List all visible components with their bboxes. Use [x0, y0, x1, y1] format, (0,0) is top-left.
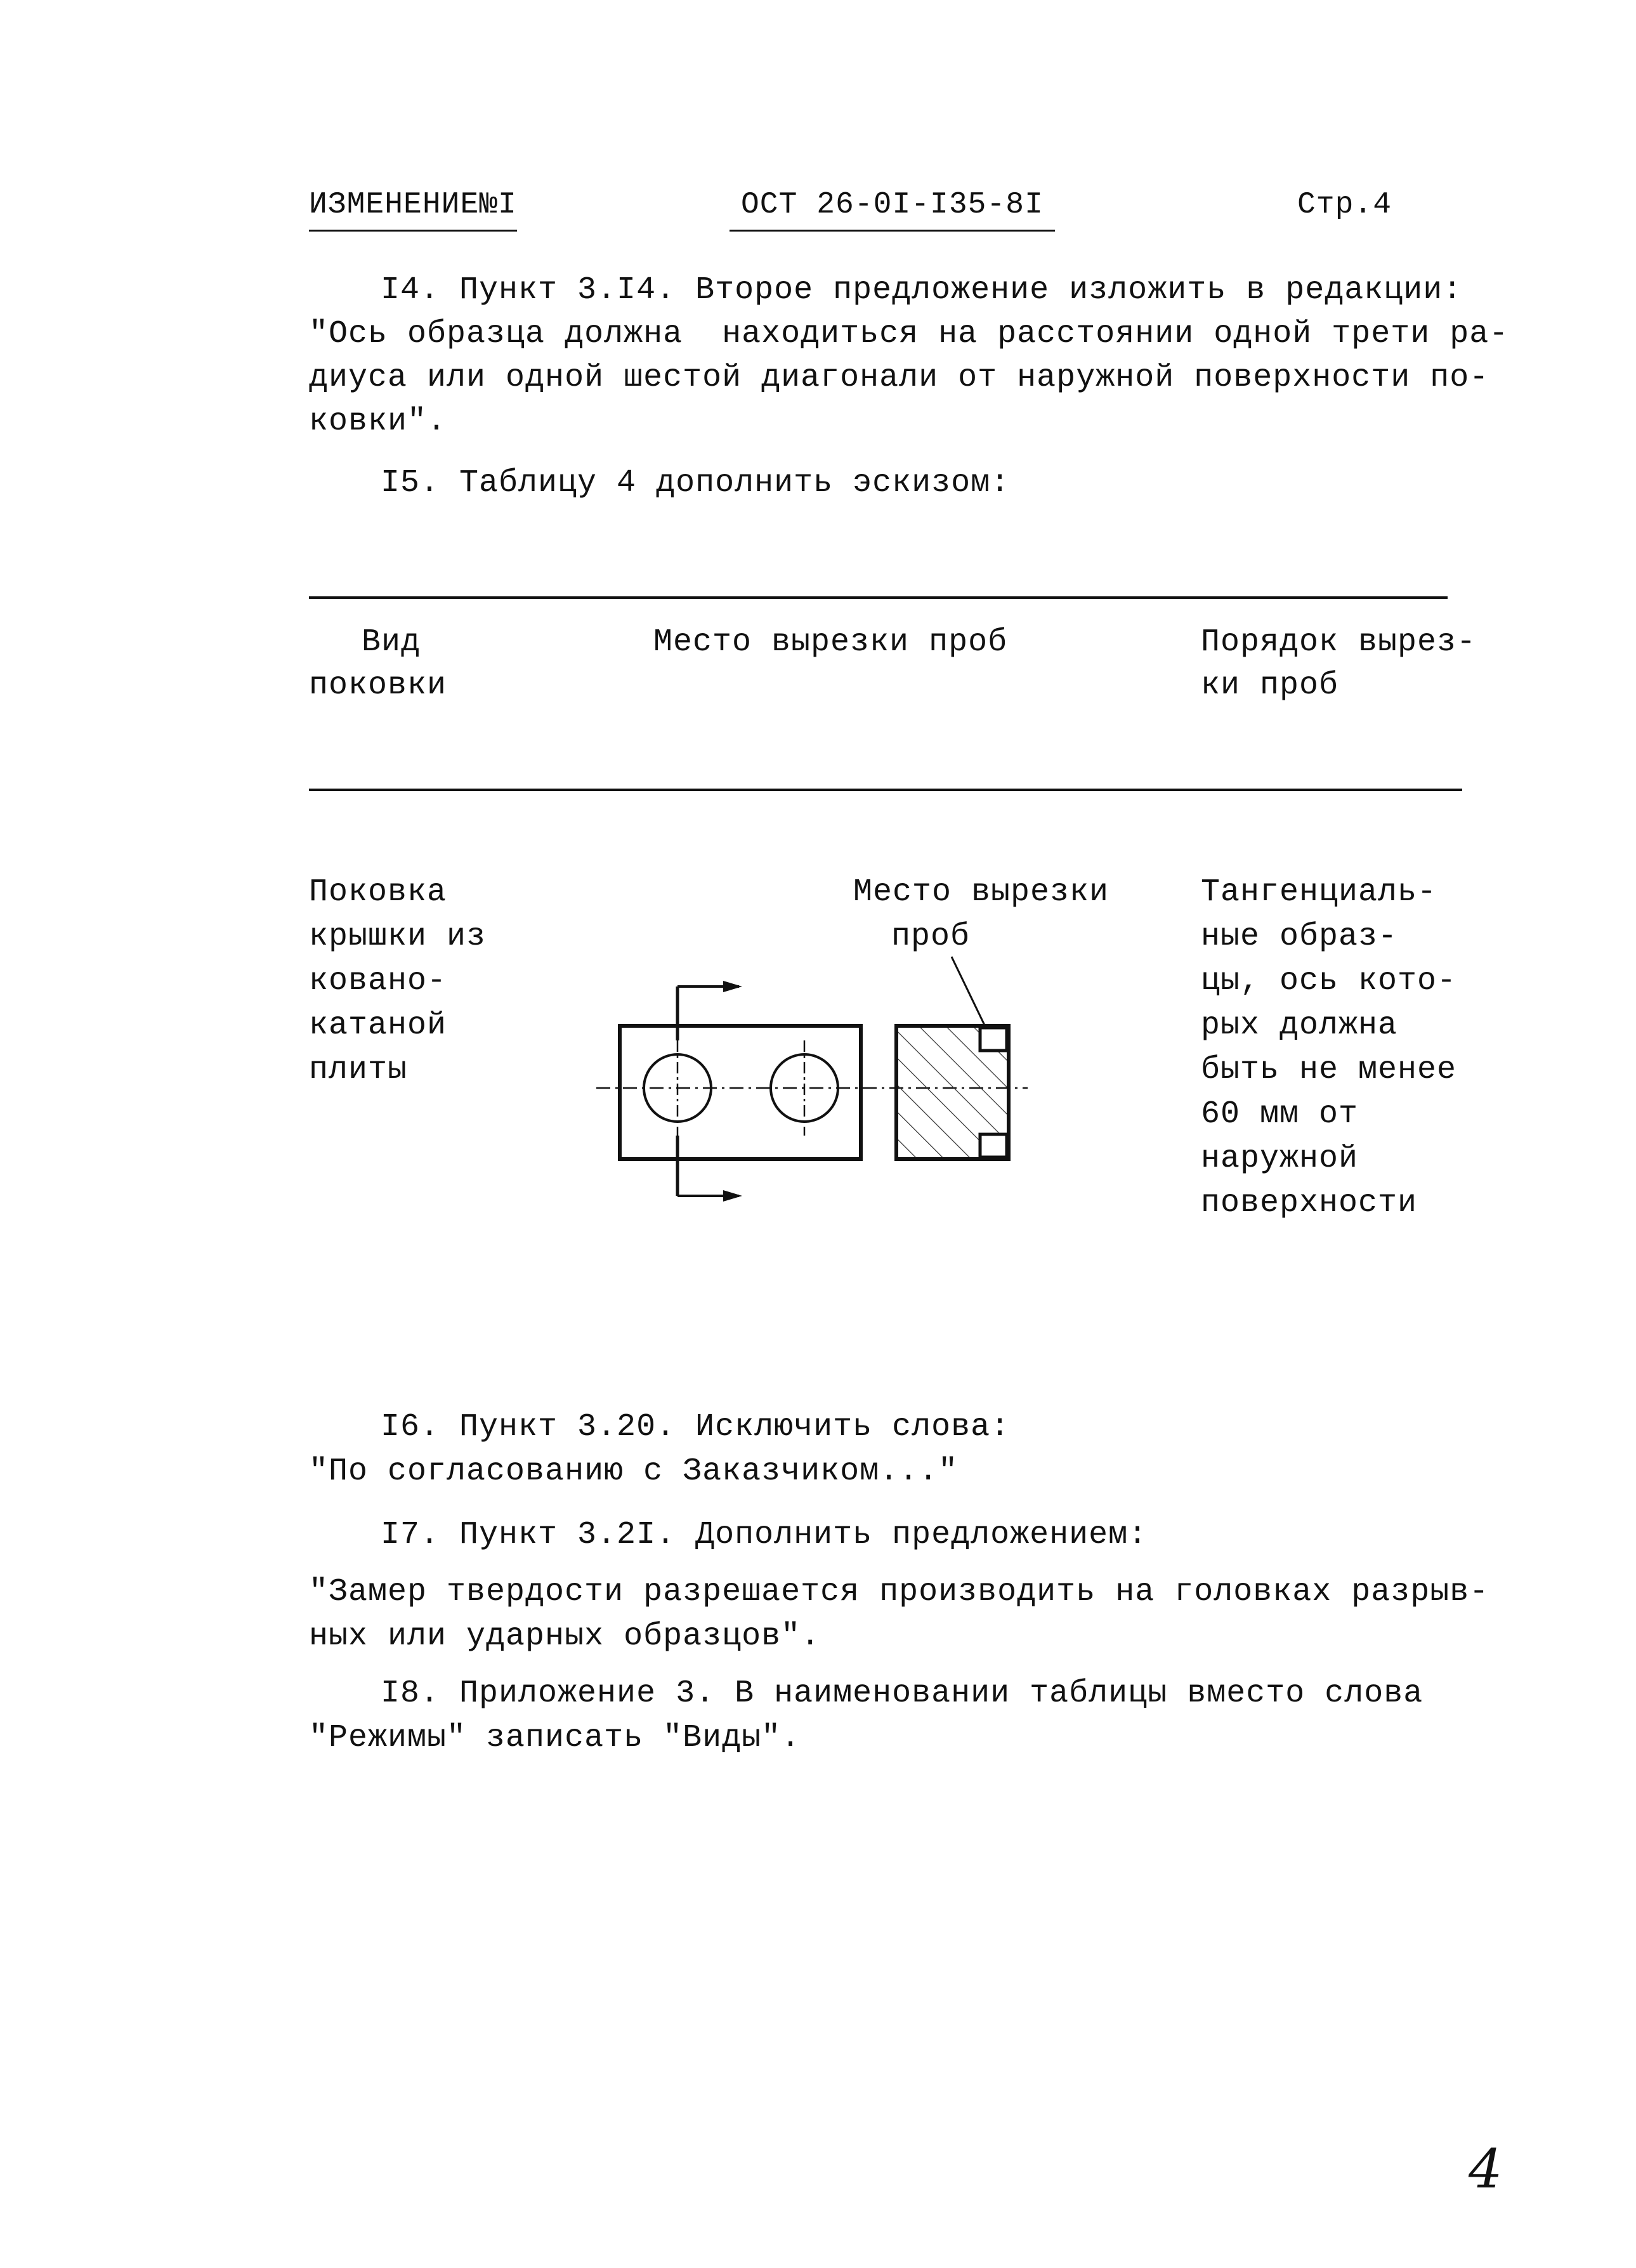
page-number: 4	[1469, 2138, 1503, 2200]
header-kind-line1: Вид	[362, 624, 421, 660]
cell-line: крышки из	[309, 919, 487, 955]
paragraph-line: "Режимы" записать "Виды".	[309, 1720, 801, 1756]
cell-line: ковано-	[309, 963, 447, 999]
cell-line: наружной	[1201, 1141, 1359, 1177]
paragraph-line: I8. Приложение 3. В наименовании таблицы вместо слова	[381, 1675, 1423, 1712]
leader-line	[952, 957, 986, 1029]
document-code: ОСТ 26-0I-I35-8I	[730, 183, 1055, 232]
paragraph-line: "Ось образца должна находиться на расстоянии одной трети ра-	[309, 316, 1509, 352]
cell-line: катаной	[309, 1007, 447, 1044]
sample-square-top	[980, 1028, 1007, 1051]
cell-line: цы, ось кото-	[1201, 963, 1457, 999]
paragraph-line: "По согласованию с Заказчиком..."	[309, 1453, 959, 1490]
header-order-line2: ки проб	[1201, 667, 1339, 704]
header-kind-line2: поковки	[309, 667, 447, 704]
cell-line: рых должна	[1201, 1007, 1398, 1044]
cell-line: ные образ-	[1201, 919, 1398, 955]
header-order-line1: Порядок вырез-	[1201, 624, 1477, 660]
paragraph-line: ных или ударных образцов".	[309, 1618, 821, 1655]
table-top-rule	[309, 596, 1448, 599]
sample-square-bottom	[980, 1134, 1007, 1157]
paragraph-17: I7. Пункт 3.2I. Дополнить предложением:	[381, 1517, 1148, 1553]
paragraph-line: I6. Пункт 3.20. Исключить слова:	[381, 1409, 1011, 1445]
cell-line: быть не менее	[1201, 1052, 1457, 1088]
sketch-label-line1: Место вырезки	[853, 874, 1109, 910]
sketch-label-line2: проб	[891, 919, 971, 955]
change-number: ИЗМЕНЕНИЕ№I	[309, 183, 517, 232]
paragraph-line: "Замер твердости разрешается производить на головках разрыв-	[309, 1574, 1489, 1610]
paragraph-line: I4. Пункт 3.I4. Второе предложение изложить в редакции:	[381, 272, 1463, 308]
table-header-rule	[309, 789, 1462, 791]
paragraph-line: ковки".	[309, 403, 447, 440]
page-label: Стр.4	[1297, 188, 1392, 222]
cell-line: 60 мм от	[1201, 1096, 1359, 1132]
plate-plan-view	[620, 1026, 861, 1159]
cell-line: плиты	[309, 1052, 408, 1088]
forging-sketch	[571, 952, 1047, 1218]
cell-line: Поковка	[309, 874, 447, 910]
header-location: Место вырезки проб	[653, 624, 1008, 660]
paragraph-line: диуса или одной шестой диагонали от наружной поверхности по-	[309, 360, 1489, 396]
cell-line: Тангенциаль-	[1201, 874, 1437, 910]
paragraph-15: I5. Таблицу 4 дополнить эскизом:	[381, 465, 1011, 501]
cell-line: поверхности	[1201, 1185, 1418, 1221]
